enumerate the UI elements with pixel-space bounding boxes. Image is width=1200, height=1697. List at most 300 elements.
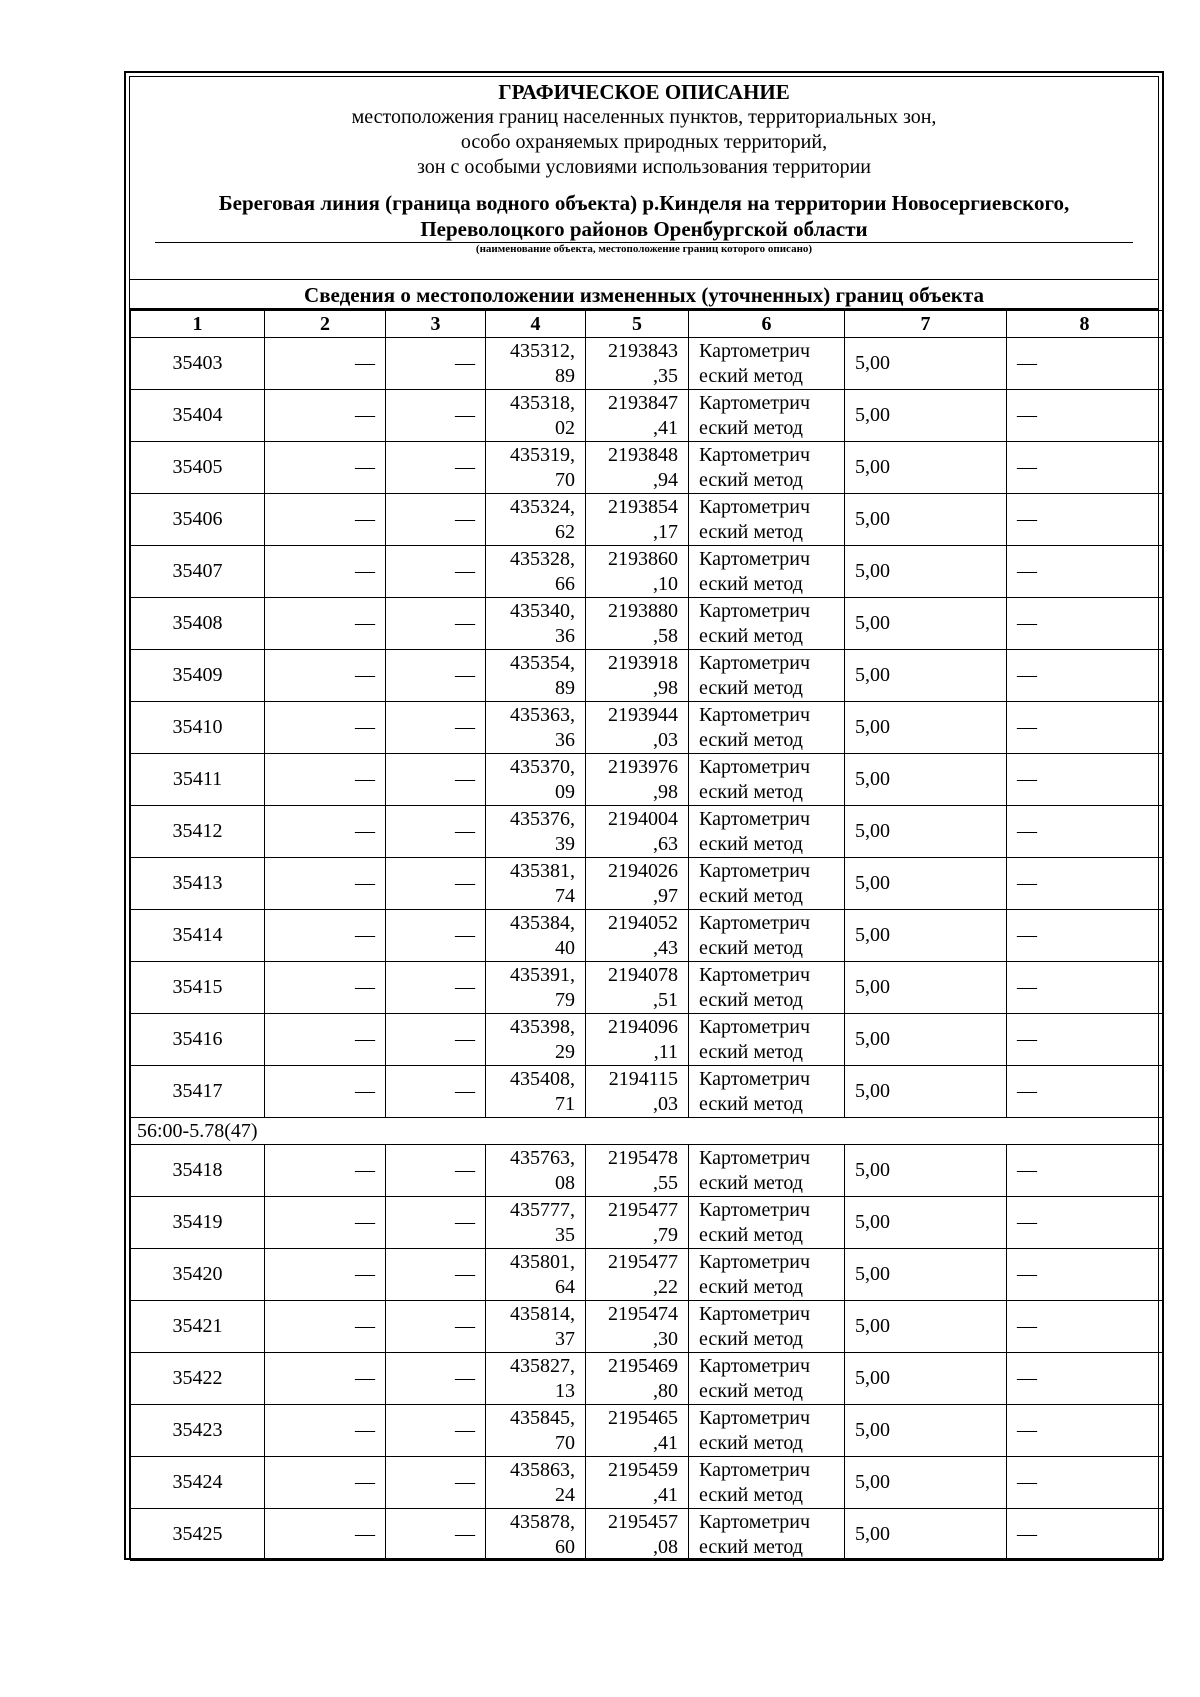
new-x-part-2: 02 xyxy=(555,416,575,439)
new-y-part-1: 2194115 xyxy=(608,1067,678,1090)
column-number-6: 6 xyxy=(689,311,845,338)
empty-y-cell: — xyxy=(386,962,486,1014)
new-x-part-1: 435370, xyxy=(510,755,575,778)
new-x-part-2: 70 xyxy=(555,468,575,491)
empty-y-cell: — xyxy=(386,1509,486,1561)
method-line-2: еский метод xyxy=(699,624,803,647)
point-number-cell: 35403 xyxy=(131,338,265,390)
method-cell xyxy=(689,858,845,910)
table-row xyxy=(131,598,1163,650)
precision-cell: 5,00 xyxy=(845,1145,1007,1197)
coordinates-table xyxy=(130,310,1163,1561)
new-x-cell xyxy=(486,1066,586,1118)
new-y-cell xyxy=(586,702,689,754)
new-x-part-1: 435845, xyxy=(510,1406,575,1429)
table-row xyxy=(131,910,1163,962)
column-number-1: 1 xyxy=(131,311,265,338)
new-x-part-1: 435777, xyxy=(510,1198,575,1221)
group-label: 56:00-5.78(47) xyxy=(131,1118,1163,1145)
empty-x-cell: — xyxy=(265,1145,386,1197)
new-x-part-2: 40 xyxy=(555,936,575,959)
method-line-1: Картометрич xyxy=(699,1510,811,1533)
empty-x-cell: — xyxy=(265,1197,386,1249)
point-number-cell: 35418 xyxy=(131,1145,265,1197)
new-y-part-2: ,80 xyxy=(653,1379,678,1402)
new-y-part-2: ,79 xyxy=(653,1223,678,1246)
empty-y-cell: — xyxy=(386,910,486,962)
object-name-line-2: Переволоцкого районов Оренбургской области xyxy=(420,217,868,241)
new-x-cell xyxy=(486,1353,586,1405)
new-y-part-1: 2193976 xyxy=(608,755,678,778)
new-y-part-2: ,41 xyxy=(653,1483,678,1506)
method-line-2: еский метод xyxy=(699,572,803,595)
new-x-part-2: 64 xyxy=(555,1275,575,1298)
empty-x-cell: — xyxy=(265,390,386,442)
method-cell xyxy=(689,598,845,650)
new-x-part-1: 435318, xyxy=(510,391,575,414)
method-line-1: Картометрич xyxy=(699,651,811,674)
new-x-cell xyxy=(486,390,586,442)
precision-cell: 5,00 xyxy=(845,702,1007,754)
method-line-1: Картометрич xyxy=(699,599,811,622)
method-cell xyxy=(689,910,845,962)
description-cell: — xyxy=(1007,1301,1163,1353)
method-cell xyxy=(689,1249,845,1301)
method-line-1: Картометрич xyxy=(699,1302,811,1325)
description-cell: — xyxy=(1007,1014,1163,1066)
new-y-cell xyxy=(586,1249,689,1301)
empty-x-cell: — xyxy=(265,806,386,858)
point-number-cell: 35421 xyxy=(131,1301,265,1353)
new-x-part-1: 435398, xyxy=(510,1015,575,1038)
point-number-cell: 35419 xyxy=(131,1197,265,1249)
point-number-cell: 35409 xyxy=(131,650,265,702)
new-x-part-2: 60 xyxy=(555,1535,575,1558)
method-line-1: Картометрич xyxy=(699,1406,811,1429)
precision-cell: 5,00 xyxy=(845,390,1007,442)
new-x-cell xyxy=(486,702,586,754)
method-cell xyxy=(689,1509,845,1561)
column-number-row xyxy=(131,311,1163,338)
precision-cell: 5,00 xyxy=(845,1457,1007,1509)
precision-cell: 5,00 xyxy=(845,546,1007,598)
point-number-cell: 35412 xyxy=(131,806,265,858)
empty-x-cell: — xyxy=(265,598,386,650)
empty-y-cell: — xyxy=(386,1405,486,1457)
method-cell xyxy=(689,806,845,858)
description-cell: — xyxy=(1007,1145,1163,1197)
empty-y-cell: — xyxy=(386,1014,486,1066)
precision-cell: 5,00 xyxy=(845,962,1007,1014)
empty-x-cell: — xyxy=(265,1509,386,1561)
precision-cell: 5,00 xyxy=(845,754,1007,806)
precision-cell: 5,00 xyxy=(845,1509,1007,1561)
new-x-part-1: 435324, xyxy=(510,495,575,518)
new-x-cell xyxy=(486,338,586,390)
new-y-cell xyxy=(586,442,689,494)
new-x-part-2: 89 xyxy=(555,364,575,387)
table-row xyxy=(131,1301,1163,1353)
point-number-cell: 35415 xyxy=(131,962,265,1014)
new-x-cell xyxy=(486,598,586,650)
new-y-part-2: ,41 xyxy=(653,416,678,439)
new-y-cell xyxy=(586,962,689,1014)
table-row xyxy=(131,650,1163,702)
empty-y-cell: — xyxy=(386,1249,486,1301)
new-y-cell xyxy=(586,390,689,442)
point-number-cell: 35420 xyxy=(131,1249,265,1301)
method-line-1: Картометрич xyxy=(699,963,811,986)
empty-x-cell: — xyxy=(265,338,386,390)
new-x-cell xyxy=(486,754,586,806)
method-line-1: Картометрич xyxy=(699,807,811,830)
new-x-cell xyxy=(486,910,586,962)
section-title: Сведения о местоположении измененных (уточненных) границ объекта xyxy=(130,280,1158,310)
method-line-1: Картометрич xyxy=(699,1067,811,1090)
subtitle-line-2: особо охраняемых природных территорий, xyxy=(460,131,828,153)
new-x-part-2: 62 xyxy=(555,520,575,543)
method-line-1: Картометрич xyxy=(699,911,811,934)
new-y-part-1: 2193880 xyxy=(608,599,678,622)
new-x-part-2: 79 xyxy=(555,988,575,1011)
method-line-1: Картометрич xyxy=(699,1458,811,1481)
new-x-part-2: 37 xyxy=(555,1327,575,1350)
empty-x-cell: — xyxy=(265,494,386,546)
method-cell xyxy=(689,650,845,702)
precision-cell: 5,00 xyxy=(845,858,1007,910)
new-x-cell xyxy=(486,1145,586,1197)
new-y-part-2: ,35 xyxy=(653,364,678,387)
new-x-cell xyxy=(486,1509,586,1561)
new-x-cell xyxy=(486,1301,586,1353)
description-cell: — xyxy=(1007,494,1163,546)
new-y-cell xyxy=(586,598,689,650)
precision-cell: 5,00 xyxy=(845,1353,1007,1405)
method-line-1: Картометрич xyxy=(699,391,811,414)
new-x-part-1: 435354, xyxy=(510,651,575,674)
method-line-2: еский метод xyxy=(699,1431,803,1454)
table-row xyxy=(131,754,1163,806)
method-cell xyxy=(689,1301,845,1353)
new-x-cell xyxy=(486,1197,586,1249)
point-number-cell: 35404 xyxy=(131,390,265,442)
method-cell xyxy=(689,754,845,806)
new-y-part-1: 2194004 xyxy=(608,807,678,830)
method-line-2: еский метод xyxy=(699,780,803,803)
method-line-2: еский метод xyxy=(699,1379,803,1402)
description-cell: — xyxy=(1007,1197,1163,1249)
method-cell xyxy=(689,546,845,598)
new-y-part-2: ,03 xyxy=(653,728,678,751)
empty-y-cell: — xyxy=(386,754,486,806)
document-frame xyxy=(124,71,1164,1560)
empty-y-cell: — xyxy=(386,858,486,910)
method-cell xyxy=(689,1353,845,1405)
new-x-part-2: 39 xyxy=(555,832,575,855)
description-cell: — xyxy=(1007,598,1163,650)
new-y-part-2: ,98 xyxy=(653,780,678,803)
new-y-part-2: ,17 xyxy=(653,520,678,543)
table-row xyxy=(131,1405,1163,1457)
table-row xyxy=(131,806,1163,858)
document-frame-inner xyxy=(129,76,1159,1558)
new-y-part-2: ,97 xyxy=(653,884,678,907)
new-y-part-1: 2193854 xyxy=(608,495,678,518)
new-x-cell xyxy=(486,806,586,858)
new-y-part-2: ,08 xyxy=(653,1535,678,1558)
empty-x-cell: — xyxy=(265,1353,386,1405)
description-cell: — xyxy=(1007,390,1163,442)
method-cell xyxy=(689,1014,845,1066)
description-cell: — xyxy=(1007,754,1163,806)
new-y-cell xyxy=(586,650,689,702)
method-line-1: Картометрич xyxy=(699,339,811,362)
subtitle-line-1: местоположения границ населенных пунктов, территориальных зон, xyxy=(351,106,937,128)
new-x-part-1: 435376, xyxy=(510,807,575,830)
new-y-part-2: ,41 xyxy=(653,1431,678,1454)
method-cell xyxy=(689,390,845,442)
method-line-2: еский метод xyxy=(699,1092,803,1115)
method-line-2: еский метод xyxy=(699,1275,803,1298)
empty-x-cell: — xyxy=(265,1301,386,1353)
new-x-part-1: 435863, xyxy=(510,1458,575,1481)
description-cell: — xyxy=(1007,1066,1163,1118)
point-number-cell: 35408 xyxy=(131,598,265,650)
new-y-part-1: 2195474 xyxy=(608,1302,678,1325)
new-y-part-2: ,10 xyxy=(653,572,678,595)
new-y-part-1: 2193843 xyxy=(608,339,678,362)
precision-cell: 5,00 xyxy=(845,1405,1007,1457)
new-x-part-1: 435312, xyxy=(510,339,575,362)
description-cell: — xyxy=(1007,702,1163,754)
new-y-part-1: 2193848 xyxy=(608,443,678,466)
table-row xyxy=(131,1197,1163,1249)
precision-cell: 5,00 xyxy=(845,598,1007,650)
new-y-cell xyxy=(586,546,689,598)
group-row xyxy=(131,1118,1163,1145)
point-number-cell: 35410 xyxy=(131,702,265,754)
point-number-cell: 35414 xyxy=(131,910,265,962)
empty-x-cell: — xyxy=(265,858,386,910)
method-cell xyxy=(689,702,845,754)
empty-y-cell: — xyxy=(386,546,486,598)
new-y-part-1: 2195457 xyxy=(608,1510,678,1533)
empty-x-cell: — xyxy=(265,442,386,494)
empty-x-cell: — xyxy=(265,1249,386,1301)
description-cell: — xyxy=(1007,806,1163,858)
description-cell: — xyxy=(1007,962,1163,1014)
new-x-part-1: 435391, xyxy=(510,963,575,986)
method-line-2: еский метод xyxy=(699,1040,803,1063)
precision-cell: 5,00 xyxy=(845,806,1007,858)
new-y-part-2: ,94 xyxy=(653,468,678,491)
new-x-cell xyxy=(486,1405,586,1457)
precision-cell: 5,00 xyxy=(845,650,1007,702)
method-line-1: Картометрич xyxy=(699,859,811,882)
precision-cell: 5,00 xyxy=(845,1249,1007,1301)
table-row xyxy=(131,442,1163,494)
method-cell xyxy=(689,338,845,390)
empty-x-cell: — xyxy=(265,1014,386,1066)
point-number-cell: 35423 xyxy=(131,1405,265,1457)
method-line-2: еский метод xyxy=(699,1171,803,1194)
new-x-part-1: 435878, xyxy=(510,1510,575,1533)
description-cell: — xyxy=(1007,1405,1163,1457)
empty-y-cell: — xyxy=(386,1301,486,1353)
method-line-2: еский метод xyxy=(699,936,803,959)
table-row xyxy=(131,962,1163,1014)
new-x-part-2: 35 xyxy=(555,1223,575,1246)
method-cell xyxy=(689,1405,845,1457)
new-x-part-1: 435814, xyxy=(510,1302,575,1325)
empty-x-cell: — xyxy=(265,546,386,598)
new-x-part-2: 36 xyxy=(555,624,575,647)
new-y-part-1: 2194078 xyxy=(608,963,678,986)
table-row xyxy=(131,338,1163,390)
empty-y-cell: — xyxy=(386,1197,486,1249)
new-y-part-2: ,98 xyxy=(653,676,678,699)
new-y-part-1: 2194052 xyxy=(608,911,678,934)
method-line-1: Картометрич xyxy=(699,703,811,726)
new-x-cell xyxy=(486,442,586,494)
point-number-cell: 35425 xyxy=(131,1509,265,1561)
method-cell xyxy=(689,442,845,494)
new-y-part-2: ,55 xyxy=(653,1171,678,1194)
new-x-part-1: 435363, xyxy=(510,703,575,726)
new-y-part-1: 2195459 xyxy=(608,1458,678,1481)
new-x-cell xyxy=(486,494,586,546)
precision-cell: 5,00 xyxy=(845,1197,1007,1249)
new-y-cell xyxy=(586,494,689,546)
new-x-part-1: 435381, xyxy=(510,859,575,882)
description-cell: — xyxy=(1007,442,1163,494)
new-y-cell xyxy=(586,1066,689,1118)
description-cell: — xyxy=(1007,1249,1163,1301)
new-y-cell xyxy=(586,1014,689,1066)
new-x-part-2: 74 xyxy=(555,884,575,907)
column-number-3: 3 xyxy=(386,311,486,338)
precision-cell: 5,00 xyxy=(845,442,1007,494)
new-x-cell xyxy=(486,650,586,702)
new-x-cell xyxy=(486,546,586,598)
column-number-5: 5 xyxy=(586,311,689,338)
description-cell: — xyxy=(1007,1353,1163,1405)
description-cell: — xyxy=(1007,546,1163,598)
method-line-1: Картометрич xyxy=(699,547,811,570)
new-x-part-2: 09 xyxy=(555,780,575,803)
point-number-cell: 35405 xyxy=(131,442,265,494)
method-line-2: еский метод xyxy=(699,988,803,1011)
point-number-cell: 35406 xyxy=(131,494,265,546)
new-x-part-2: 66 xyxy=(555,572,575,595)
point-number-cell: 35422 xyxy=(131,1353,265,1405)
new-x-part-1: 435763, xyxy=(510,1146,575,1169)
precision-cell: 5,00 xyxy=(845,910,1007,962)
new-y-part-1: 2195477 xyxy=(608,1250,678,1273)
new-x-part-1: 435827, xyxy=(510,1354,575,1377)
new-y-part-1: 2193847 xyxy=(608,391,678,414)
method-line-2: еский метод xyxy=(699,364,803,387)
new-y-part-1: 2195469 xyxy=(608,1354,678,1377)
point-number-cell: 35424 xyxy=(131,1457,265,1509)
point-number-cell: 35416 xyxy=(131,1014,265,1066)
new-x-cell xyxy=(486,1014,586,1066)
method-line-1: Картометрич xyxy=(699,1354,811,1377)
method-line-1: Картометрич xyxy=(699,1198,811,1221)
empty-y-cell: — xyxy=(386,702,486,754)
new-x-part-2: 70 xyxy=(555,1431,575,1454)
new-x-part-2: 29 xyxy=(555,1040,575,1063)
new-y-cell xyxy=(586,1197,689,1249)
document-title: ГРАФИЧЕСКОЕ ОПИСАНИЕ xyxy=(498,80,790,104)
new-y-part-2: ,30 xyxy=(653,1327,678,1350)
new-x-cell xyxy=(486,858,586,910)
new-x-cell xyxy=(486,962,586,1014)
new-y-part-2: ,63 xyxy=(653,832,678,855)
new-y-part-2: ,58 xyxy=(653,624,678,647)
description-cell: — xyxy=(1007,1509,1163,1561)
method-line-2: еский метод xyxy=(699,1535,803,1558)
precision-cell: 5,00 xyxy=(845,1014,1007,1066)
precision-cell: 5,00 xyxy=(845,338,1007,390)
new-y-part-1: 2195477 xyxy=(608,1198,678,1221)
empty-x-cell: — xyxy=(265,1066,386,1118)
table-row xyxy=(131,1066,1163,1118)
new-y-cell xyxy=(586,338,689,390)
new-y-cell xyxy=(586,754,689,806)
column-number-8: 8 xyxy=(1007,311,1163,338)
method-line-2: еский метод xyxy=(699,520,803,543)
point-number-cell: 35417 xyxy=(131,1066,265,1118)
method-cell xyxy=(689,1197,845,1249)
empty-x-cell: — xyxy=(265,650,386,702)
method-cell xyxy=(689,1145,845,1197)
point-number-cell: 35407 xyxy=(131,546,265,598)
new-y-part-2: ,03 xyxy=(653,1092,678,1115)
table-row xyxy=(131,702,1163,754)
empty-y-cell: — xyxy=(386,806,486,858)
description-cell: — xyxy=(1007,650,1163,702)
method-line-2: еский метод xyxy=(699,728,803,751)
empty-y-cell: — xyxy=(386,390,486,442)
column-number-7: 7 xyxy=(845,311,1007,338)
new-y-cell xyxy=(586,1301,689,1353)
new-y-cell xyxy=(586,1145,689,1197)
new-y-part-1: 2194096 xyxy=(608,1015,678,1038)
new-x-part-2: 36 xyxy=(555,728,575,751)
new-y-cell xyxy=(586,1405,689,1457)
empty-y-cell: — xyxy=(386,338,486,390)
table-row xyxy=(131,1353,1163,1405)
table-row xyxy=(131,390,1163,442)
empty-y-cell: — xyxy=(386,1145,486,1197)
empty-x-cell: — xyxy=(265,962,386,1014)
method-cell xyxy=(689,1066,845,1118)
empty-x-cell: — xyxy=(265,910,386,962)
new-x-part-1: 435319, xyxy=(510,443,575,466)
new-y-part-1: 2195465 xyxy=(608,1406,678,1429)
method-cell xyxy=(689,962,845,1014)
empty-y-cell: — xyxy=(386,494,486,546)
method-cell xyxy=(689,494,845,546)
column-number-2: 2 xyxy=(265,311,386,338)
new-x-part-2: 89 xyxy=(555,676,575,699)
method-cell xyxy=(689,1457,845,1509)
empty-y-cell: — xyxy=(386,1457,486,1509)
new-y-part-1: 2193944 xyxy=(608,703,678,726)
new-x-part-1: 435384, xyxy=(510,911,575,934)
method-line-2: еский метод xyxy=(699,1483,803,1506)
